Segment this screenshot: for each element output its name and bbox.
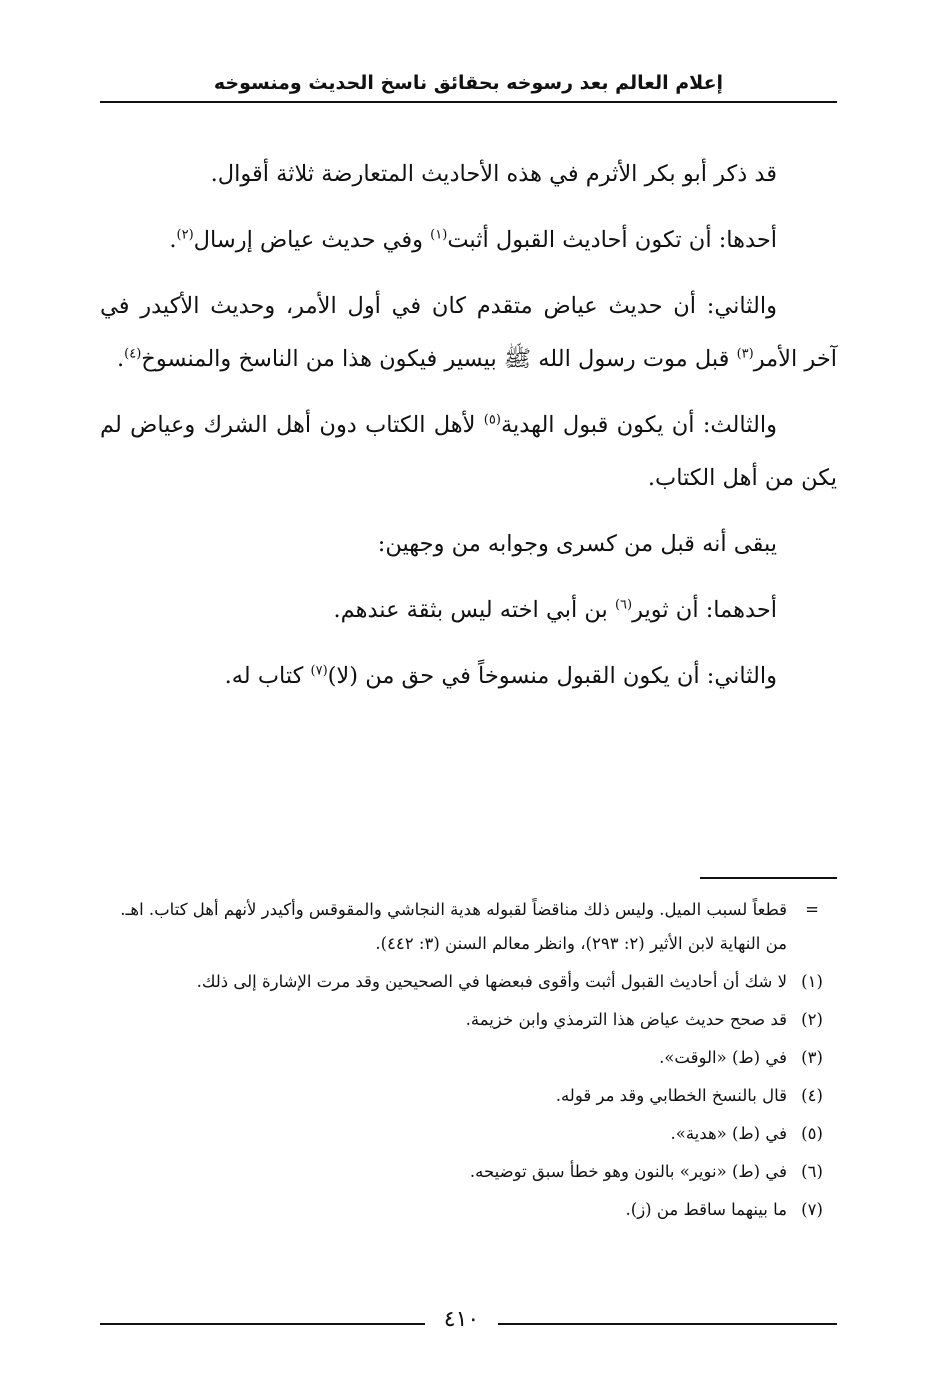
paragraph-1 [100,148,837,201]
footnote-text: في (ط) «نوير» بالنون وهو خطأ سبق توضيحه. [469,1162,787,1181]
footnote-text: في (ط) «الوقت». [659,1048,787,1067]
footnote-ref-2[interactable]: (٢) [176,227,194,243]
footnotes-section [100,893,837,1231]
footnote-continuation-line-1: قطعاً لسبب الميل. وليس ذلك مناقضاً لقبوله هدية النجاشي والمقوقس وأكيدر لأنهم أهل كتاب. اهـ. [120,900,787,919]
footnote-continuation-line-2: من النهاية لابن الأثير (٢: ٢٩٣)، وانظر معالم السنن (٣: ٤٤٢). [375,934,787,953]
footnote-text: ما بينهما ساقط من (ز). [625,1200,787,1219]
footer-rule-left [100,1323,425,1325]
paragraph-3-text-b: قبل موت رسول الله ﷺ بيسير فيكون هذا من الناسخ والمنسوخ [141,346,737,372]
paragraph-2-text-b: وفي حديث عياض إرسال [193,227,431,253]
paragraph-4-text-b: لأهل الكتاب دون أهل الشرك وعياض لم يكن من أهل الكتاب. [100,412,837,491]
footnote-item [100,1079,837,1113]
paragraph-2-text-c: . [169,227,177,253]
paragraph-4-text-a: والثالث: أن يكون قبول الهدية [500,412,777,438]
main-text [100,148,837,716]
paragraph-4 [100,399,837,505]
paragraph-3-text-a: والثاني: أن حديث عياض متقدم كان في أول الأمر، وحديث الأكيدر في آخر الأمر [100,293,837,372]
footer-rule-right [498,1323,837,1325]
footnote-text: لا شك أن أحاديث القبول أثبت وأقوى فبعضها في الصحيحين وقد مرت الإشارة إلى ذلك. [196,972,787,991]
paragraph-3-text-c: . [117,346,125,372]
footnote-text: قال بالنسخ الخطابي وقد مر قوله. [555,1086,787,1105]
footnote-number: (٥) [801,1124,823,1143]
footnote-item [100,965,837,999]
page-number: ٤١٠ [443,1307,480,1332]
footnote-item [100,1193,837,1227]
footnote-item [100,1117,837,1151]
footnote-number: (٧) [801,1200,823,1219]
paragraph-2 [100,214,837,267]
footnote-ref-6[interactable]: (٦) [614,597,633,613]
running-header-title: إعلام العالم بعد رسوخه بحقائق ناسخ الحديث ومنسوخه [213,72,724,94]
paragraph-7-text-b: كتاب له. [224,663,311,689]
footnote-item [100,1155,837,1189]
footnote-continuation-body [100,893,787,961]
footnote-ref-7[interactable]: (٧) [310,663,328,679]
paragraph-5 [100,518,837,571]
footnote-continuation [100,893,837,961]
paragraph-6-text-a: أحدهما: أن ثوير [632,597,777,623]
footnote-number: (٤) [801,1086,823,1105]
paragraph-2-text-a: أحدها: أن تكون أحاديث القبول أثبت [447,227,777,253]
footnote-item [100,1003,837,1037]
paragraph-7 [100,650,837,703]
paragraph-6 [100,584,837,637]
footnote-number: (٦) [801,1162,823,1181]
paragraph-5-text: يبقى أنه قبل من كسرى وجوابه من وجهين: [377,531,777,557]
footnote-number: (١) [801,972,823,991]
paragraph-6-text-b: بن أبي اخته ليس بثقة عندهم. [333,597,615,623]
footnote-ref-5[interactable]: (٥) [483,412,501,428]
footnote-continuation-mark: = [805,900,819,919]
footnote-ref-1[interactable]: (١) [430,227,448,243]
footnote-text: في (ط) «هدية». [670,1124,787,1143]
paragraph-7-text-a: والثاني: أن يكون القبول منسوخاً في حق من (لا) [327,663,777,689]
footnote-text: قد صحح حديث عياض هذا الترمذي وابن خزيمة. [465,1010,787,1029]
footnote-item [100,1041,837,1075]
footnote-number: (٣) [801,1048,823,1067]
paragraph-1-text: قد ذكر أبو بكر الأثرم في هذه الأحاديث المتعارضة ثلاثة أقوال. [210,161,777,187]
footnote-separator-rule [700,877,837,879]
footnote-ref-3[interactable]: (٣) [736,346,754,362]
header-rule [100,101,837,103]
paragraph-3 [100,280,837,386]
footnote-number: (٢) [801,1010,823,1029]
footnote-ref-4[interactable]: (٤) [124,346,142,362]
